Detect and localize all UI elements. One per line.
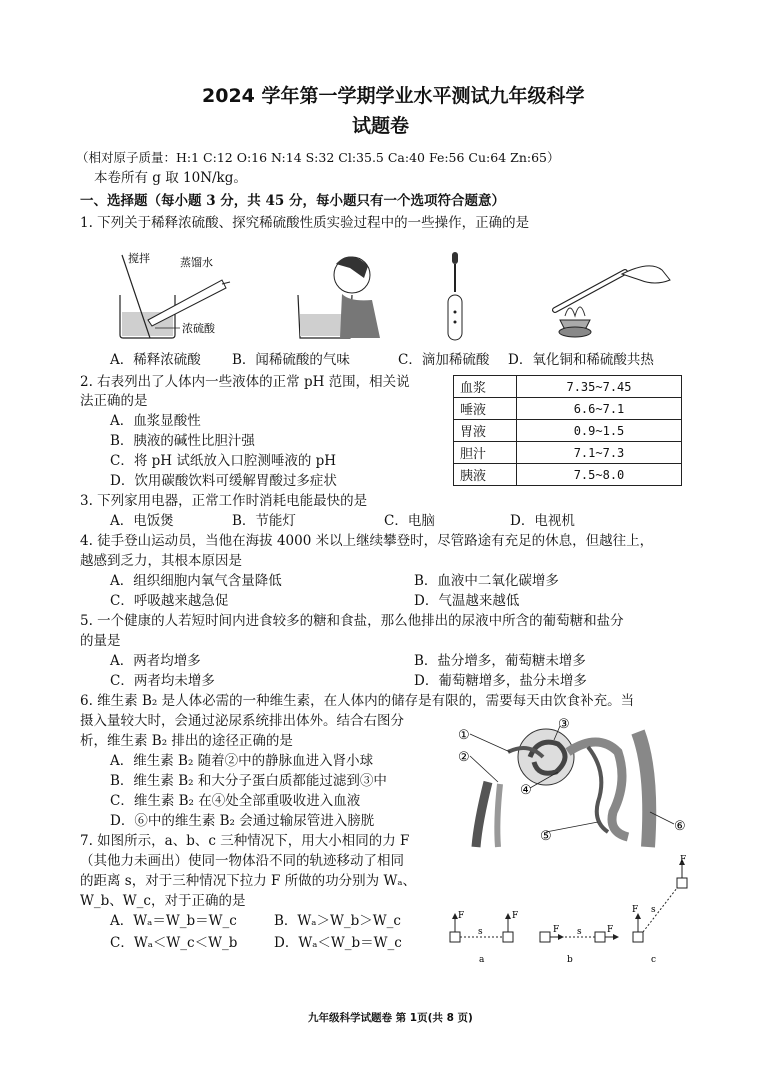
q4-option-b: B．血液中二氧化碳增多 [414, 573, 559, 589]
q7-option-c: C．Wₐ＜W_c＜W_b [110, 935, 238, 951]
q1-figures [110, 250, 670, 345]
ph-range: 6.6~7.1 [517, 398, 682, 420]
fluid-name: 胰液 [454, 464, 517, 486]
nephron-label-5: ⑤ [540, 829, 552, 844]
water-label: 蒸馏水 [180, 256, 213, 269]
force-label-c1: F [632, 905, 639, 915]
page-title: 2024 学年第一学期学业水平测试九年级科学 [202, 85, 585, 107]
ph-range: 7.35~7.45 [517, 376, 682, 398]
section-heading: 一、选择题（每小题 3 分，共 45 分，每小题只有一个选项符合题意） [80, 193, 505, 209]
table-row [454, 398, 682, 420]
q4-option-d: D．气温越来越低 [414, 593, 520, 609]
fluid-name: 胆汁 [454, 442, 517, 464]
q4-option-a: A．组织细胞内氧气含量降低 [110, 573, 282, 589]
q5-option-c: C．两者均未增多 [110, 673, 215, 689]
page-subtitle: 试题卷 [352, 115, 410, 137]
nephron-label-6: ⑥ [674, 819, 686, 834]
force-work-figure [445, 852, 695, 967]
table-row [454, 442, 682, 464]
distance-label-c: s [651, 905, 656, 915]
q6-option-d: D．⑥中的维生素 B₂ 会通过输尿管进入膀胱 [110, 813, 375, 829]
q5-option-b: B．盐分增多，葡萄糖未增多 [414, 653, 586, 669]
fluid-name: 胃液 [454, 420, 517, 442]
case-label-c: c [651, 955, 657, 965]
q7-stem-line1: 7. 如图所示，a、b、c 三种情况下，用大小相同的力 F [80, 833, 410, 849]
fluid-name: 唾液 [454, 398, 517, 420]
beaker-dilution-figure [120, 251, 230, 338]
q3-option-c: C．电脑 [384, 513, 435, 529]
q6-option-b: B．维生素 B₂ 和大分子蛋白质都能过滤到③中 [110, 773, 387, 789]
q3-option-a: A．电饭煲 [110, 513, 174, 529]
nephron-label-3: ③ [558, 717, 570, 732]
ph-table [453, 375, 682, 486]
q6-stem-line1: 6. 维生素 B₂ 是人体必需的一种维生素，在人体内的储存是有限的，需要每天由饮食补充。当 [80, 693, 635, 709]
q5-option-d: D．葡萄糖增多，盐分未增多 [414, 673, 587, 689]
ph-range: 7.5~8.0 [517, 464, 682, 486]
force-label-b2: F [607, 925, 614, 935]
q6-stem-line3: 析，维生素 B₂ 排出的途径正确的是 [80, 733, 293, 749]
table-row [454, 376, 682, 398]
q2-option-c: C．将 pH 试纸放入口腔测唾液的 pH [110, 453, 337, 469]
g-note: 本卷所有 g 取 10N/kg。 [94, 170, 247, 186]
table-row [454, 464, 682, 486]
q7-option-b: B．Wₐ＞W_b＞W_c [274, 913, 401, 929]
q7-stem-line4: W_b、W_c，对于正确的是 [80, 893, 246, 909]
nephron-label-4: ④ [520, 783, 532, 798]
acid-label: 浓硫酸 [182, 322, 215, 335]
q1-option-d: D．氧化铜和稀硫酸共热 [508, 352, 654, 368]
ph-range: 0.9~1.5 [517, 420, 682, 442]
q2-stem-line1: 2. 右表列出了人体内一些液体的正常 pH 范围，相关说 [80, 374, 410, 390]
q1-option-c: C．滴加稀硫酸 [398, 352, 490, 368]
distance-label-b: s [577, 927, 582, 937]
q6-option-a: A．维生素 B₂ 随着②中的静脉血进入肾小球 [110, 753, 374, 769]
ph-range: 7.1~7.3 [517, 442, 682, 464]
table-row [454, 420, 682, 442]
q2-option-d: D．饮用碳酸饮料可缓解胃酸过多症状 [110, 473, 337, 489]
q4-option-c: C．呼吸越来越急促 [110, 593, 229, 609]
nephron-label-2: ② [458, 750, 470, 765]
force-label-a1: F [458, 911, 465, 921]
distance-label-a: s [478, 927, 483, 937]
nephron-label-1: ① [458, 728, 470, 743]
q3-stem: 3. 下列家用电器，正常工作时消耗电能最快的是 [80, 493, 368, 509]
q2-option-a: A．血浆显酸性 [110, 413, 201, 429]
q6-option-c: C．维生素 B₂ 在④处全部重吸收进入血液 [110, 793, 361, 809]
q5-option-a: A．两者均增多 [110, 653, 201, 669]
force-label-b1: F [553, 925, 560, 935]
q4-stem-line2: 越感到乏力，其根本原因是 [80, 553, 242, 569]
q1-option-b: B．闻稀硫酸的气味 [232, 352, 350, 368]
stir-label: 搅拌 [128, 252, 150, 265]
case-label-b: b [567, 955, 573, 965]
q3-option-b: B．节能灯 [232, 513, 296, 529]
q2-option-b: B．胰液的碱性比胆汁强 [110, 433, 255, 449]
force-label-a2: F [512, 911, 519, 921]
q4-stem-line1: 4. 徒手登山运动员，当他在海拔 4000 米以上继续攀登时，尽管路途有充足的休息，但越往上， [80, 533, 654, 549]
nephron-figure [448, 712, 698, 847]
q1-stem: 1. 下列关于稀释浓硫酸、探究稀硫酸性质实验过程中的一些操作，正确的是 [80, 215, 530, 231]
force-label-c2: F [680, 855, 687, 865]
page-footer: 九年级科学试题卷 第 1页(共 8 页) [308, 1012, 473, 1024]
case-label-a: a [479, 955, 485, 965]
q7-stem-line3: 的距离 s，对于三种情况下拉力 F 所做的功分别为 Wₐ、 [80, 873, 417, 889]
atomic-mass-note: （相对原子质量：H:1 C:12 O:16 N:14 S:32 Cl:35.5 Ca:40 Fe:56 Cu:64 Zn:65） [76, 150, 560, 165]
q5-stem-line2: 的量是 [80, 633, 121, 649]
q7-option-d: D．Wₐ＜W_b＝W_c [274, 935, 402, 951]
q7-stem-line2: （其他力未画出）使同一物体沿不同的轨迹移动了相同 [80, 853, 404, 869]
dropper-figure [448, 252, 462, 340]
q6-stem-line2: 摄入量较大时，会通过泌尿系统排出体外。结合右图分 [80, 713, 404, 729]
smell-figure [298, 256, 380, 338]
q7-option-a: A．Wₐ＝W_b＝W_c [110, 913, 237, 929]
fluid-name: 血浆 [454, 376, 517, 398]
q3-option-d: D．电视机 [510, 513, 575, 529]
q1-option-a: A．稀释浓硫酸 [110, 352, 201, 368]
heating-figure [555, 266, 670, 337]
q5-stem-line1: 5. 一个健康的人若短时间内进食较多的糖和食盐，那么他排出的尿液中所含的葡萄糖和盐分 [80, 613, 624, 629]
q2-stem-line2: 法正确的是 [80, 393, 148, 409]
